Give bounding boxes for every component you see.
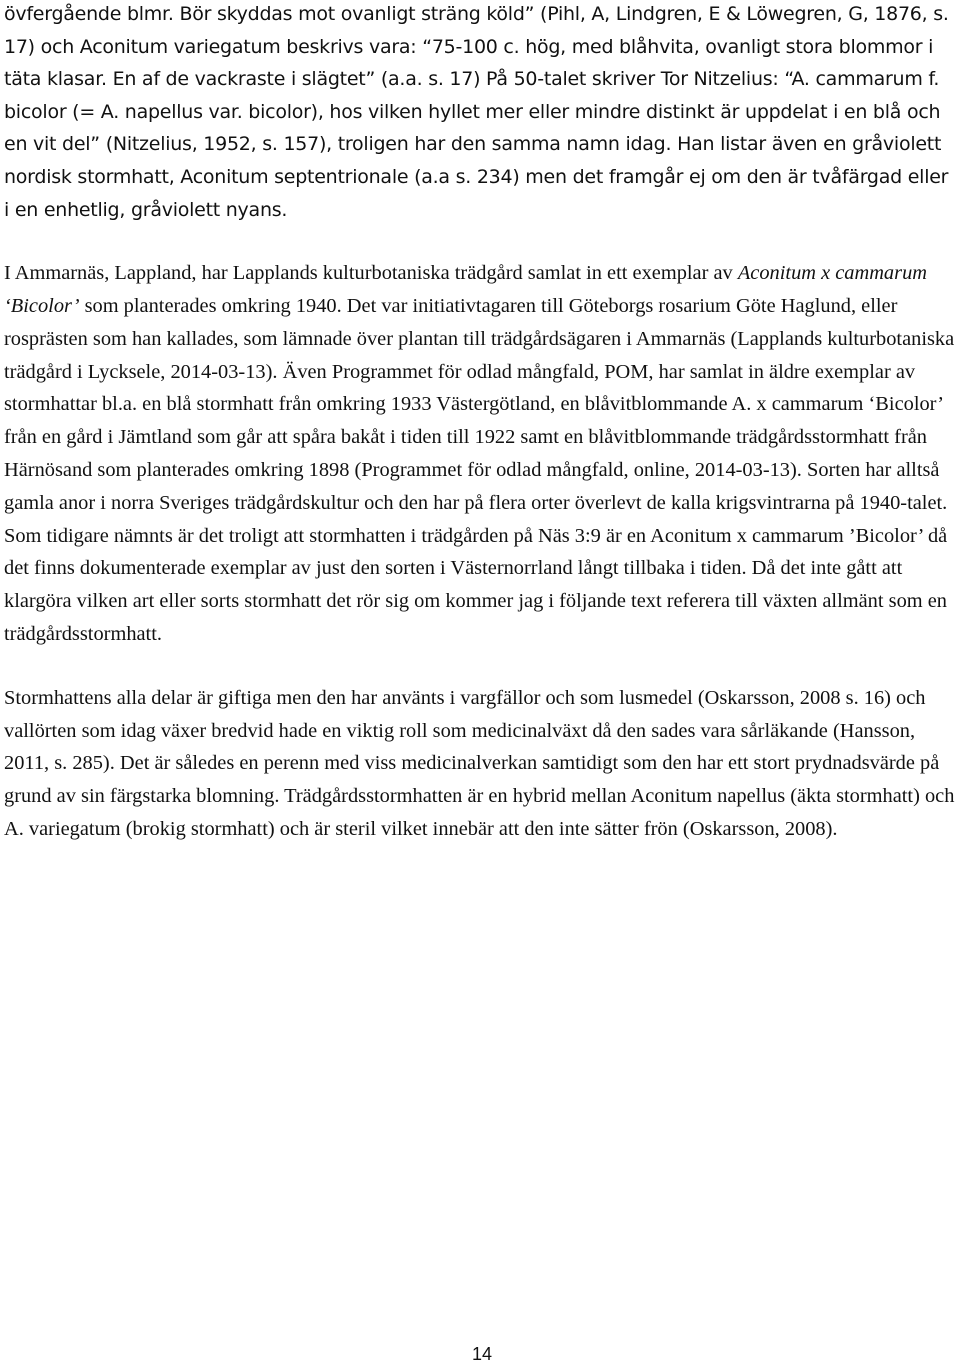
- paragraph-2-intro: I Ammarnäs, Lappland, har Lapplands kulturbotaniska trädgård samlat in ett exemplar av: [4, 262, 738, 285]
- page-number: 14: [472, 1344, 493, 1364]
- paragraph-3: [4, 682, 956, 846]
- paragraph-3-text: Stormhattens alla delar är giftiga men den har använts i vargfällor och som lusmedel (Oskarsson, 2008 s. 16) och vallörten som idag växer bredvid hade en viktig roll som medicinalväxt då den sades vara sårläkande (Hansson, 2011, s. 285). Det är således en perenn med viss medicinalverkan samtidigt som den har ett stort prydnadsvärde på grund av sin färgstarka blomning. Trädgårdsstormhatten är en hybrid mellan Aconitum napellus (äkta stormhatt) och A. variegatum (brokig stormhatt) och är steril vilket innebär att den inte sätter frön (Oskarsson, 2008).: [4, 686, 955, 840]
- paragraph-1-text: övfergående blmr. Bör skyddas mot ovanligt sträng köld” (Pihl, A, Lindgren, E & Löwegren, G, 1876, s. 17) och Aconitum variegatum beskrivs vara: “75-100 c. hög, med blåhvita, ovanligt stora blommor i täta klasar. En af de vackraste i slägtet” (a.a. s. 17) På 50-talet skriver Tor Nitzelius: “A. cammarum f. bicolor (= A. napellus var. bicolor), hos vilken hyllet mer eller mindre distinkt är uppdelat i en blå och en vit del” (Nitzelius, 1952, s. 157), troligen har den samma namn idag. Han listar även en gråviolett nordisk stormhatt, Aconitum septentrionale (a.a s. 234) men det framgår ej om den är tvåfärgad eller i en enhetlig, gråviolett nyans.: [4, 3, 949, 221]
- plant-name-italic: Aconitum x cammarum ‘Bicolor’: [4, 262, 927, 317]
- document-page: [4, 0, 956, 846]
- paragraph-2-body: som planterades omkring 1940. Det var initiativtagaren till Göteborgs rosarium Göte Haglund, eller rosprästen som han kallades, som lämnade över plantan till trädgårdsägaren i Ammarnäs (Lapplands kulturbotaniska trädgård i Lycksele, 2014-03-13). Även Programmet för odlad mångfald, POM, har samlat in äldre exemplar av stormhattar bl.a. en blå stormhatt från omkring 1933 Västergötland, en blåvitblommande A. x cammarum ‘Bicolor’ från en gård i Jämtland som går att spåra bakåt i tiden till 1922 samt en blåvitblommande trädgårdsstormhatt från Härnösand som planterades omkring 1898 (Programmet för odlad mångfald, online, 2014-03-13). Sorten har alltså gamla anor i norra Sveriges trädgårdskultur och den har på flera orter överlevt de kalla krigsvintrarna på 1940-talet. Som tidigare nämnts är det troligt att stormhatten i trädgården på Näs 3:9 är en Aconitum x cammarum ’Bicolor’ då det finns dokumenterade exemplar av just den sorten i Västernorrland långt tillbaka i tiden. Då det inte gått att klargöra vilken art eller sorts stormhatt det rör sig om kommer jag i följande text referera till växten allmänt som en trädgårdsstormhatt.: [4, 294, 955, 645]
- paragraph-1: [4, 0, 956, 226]
- paragraph-2: [4, 257, 956, 651]
